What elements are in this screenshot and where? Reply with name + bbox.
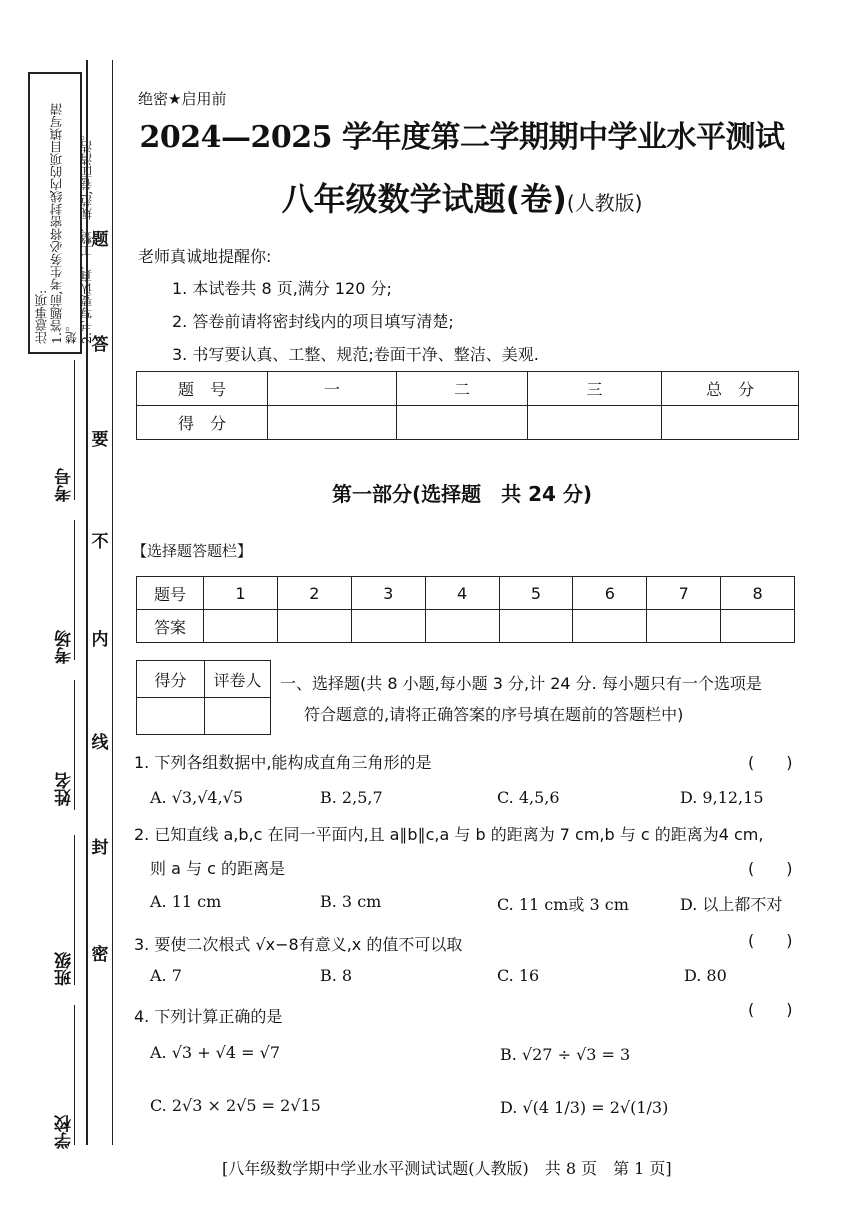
answer-cell[interactable] — [204, 610, 278, 643]
answer-paren[interactable]: ( ) — [748, 859, 793, 878]
seal-char: 内 — [91, 630, 109, 650]
score-cell[interactable] — [528, 406, 662, 440]
q1-option-d: D. 9,12,15 — [680, 788, 764, 807]
q1-option-b: B. 2,5,7 — [320, 788, 383, 807]
field-name-label: 姓名 — [55, 772, 75, 806]
notice-box — [28, 72, 94, 354]
seal-line-inner — [112, 60, 113, 1145]
confidential-mark: 绝密★启用前 — [138, 90, 227, 108]
section-line-1: 一、选择题(共 8 小题,每小题 3 分,计 24 分. 每小题只有一个选项是 — [280, 674, 762, 693]
field-exam-number-label: 考号 — [55, 468, 75, 502]
q4-option-b: B. √27 ÷ √3 = 3 — [500, 1045, 631, 1064]
score-table-header: 总 分 — [662, 372, 799, 406]
grader-reviewer-label: 评卷人 — [205, 661, 271, 698]
question-4-stem: 4. 下列计算正确的是 — [134, 1007, 283, 1026]
grader-score-cell[interactable] — [137, 698, 205, 735]
q2-option-c: C. 11 cm或 3 cm — [497, 895, 629, 914]
question-number: 1 — [204, 577, 278, 610]
seal-char: 要 — [91, 430, 109, 450]
field-class-line[interactable] — [74, 835, 75, 985]
answer-cell[interactable] — [499, 610, 573, 643]
question-1-stem: 1. 下列各组数据中,能构成直角三角形的是 — [134, 753, 432, 772]
seal-char: 题 — [91, 230, 109, 250]
score-cell[interactable] — [662, 406, 799, 440]
answer-row-label: 答案 — [137, 610, 204, 643]
answer-cell[interactable] — [721, 610, 795, 643]
q2-option-d: D. 以上都不对 — [680, 895, 783, 914]
page-footer: [八年级数学期中学业水平测试试题(人教版) 共 8 页 第 1 页] — [222, 1159, 672, 1178]
answer-cell[interactable] — [351, 610, 425, 643]
reminder-rule: 1. 本试卷共 8 页,满分 120 分; — [172, 279, 392, 298]
answer-bar-header: 题号 — [137, 577, 204, 610]
seal-char: 封 — [91, 838, 109, 858]
question-3-stem: 3. 要使二次根式 √x−8有意义,x 的值不可以取 — [134, 935, 463, 954]
notice-line-2: 2.书写要认真、工整、规范,卷面清洁。 — [79, 128, 94, 344]
grader-score-label: 得分 — [137, 661, 205, 698]
q2-option-a: A. 11 cm — [150, 892, 222, 911]
score-table-header: 三 — [528, 372, 662, 406]
exam-subtitle — [132, 174, 792, 220]
exam-title: 2024—2025 学年度第二学期期中学业水平测试 — [139, 120, 785, 155]
score-table-header: 一 — [268, 372, 397, 406]
reminder-heading: 老师真诚地提醒你: — [138, 247, 272, 266]
notice-line-1: 1.答题前,考生务必将密封线内的项目填写清楚。 — [49, 103, 79, 344]
notice-title: 注意事项: — [34, 289, 49, 344]
seal-char: 线 — [91, 733, 109, 753]
section-instructions — [280, 668, 800, 730]
q4-option-a: A. √3 + √4 = √7 — [150, 1043, 281, 1062]
question-number: 7 — [647, 577, 721, 610]
field-school-line[interactable] — [74, 1005, 75, 1145]
seal-line-outer — [86, 60, 88, 1145]
grader-reviewer-cell[interactable] — [205, 698, 271, 735]
answer-cell[interactable] — [277, 610, 351, 643]
answer-bar-table — [136, 576, 795, 643]
question-number: 4 — [425, 577, 499, 610]
field-exam-number-line[interactable] — [74, 360, 75, 500]
answer-paren[interactable]: ( ) — [748, 1000, 793, 1019]
seal-char: 密 — [91, 945, 109, 965]
question-2-stem: 2. 已知直线 a,b,c 在同一平面内,且 a∥b∥c,a 与 b 的距离为 7 cm,b 与 c 的距离为4 cm, — [134, 825, 764, 844]
q1-option-c: C. 4,5,6 — [497, 788, 560, 807]
field-name-line[interactable] — [74, 680, 75, 810]
q2-option-b: B. 3 cm — [320, 892, 382, 911]
score-table-header: 二 — [397, 372, 528, 406]
q1-option-a: A. √3,√4,√5 — [150, 788, 244, 807]
part-title: 第一部分(选择题 共 24 分) — [331, 482, 593, 506]
question-number: 3 — [351, 577, 425, 610]
question-2-stem-cont: 则 a 与 c 的距离是 — [150, 859, 285, 878]
field-school-label: 学校 — [55, 1115, 75, 1149]
score-cell[interactable] — [397, 406, 528, 440]
score-table — [136, 371, 799, 440]
q4-option-d: D. √(4 1/3) = 2√(1/3) — [500, 1098, 669, 1117]
answer-cell[interactable] — [425, 610, 499, 643]
question-number: 2 — [277, 577, 351, 610]
reminder-rule: 2. 答卷前请将密封线内的项目填写清楚; — [172, 312, 454, 331]
answer-cell[interactable] — [647, 610, 721, 643]
answer-paren[interactable]: ( ) — [748, 931, 793, 950]
edition-label: (人教版) — [566, 191, 643, 215]
q3-option-b: B. 8 — [320, 966, 353, 985]
grader-table — [136, 660, 271, 735]
question-number: 6 — [573, 577, 647, 610]
seal-char: 不 — [91, 532, 109, 552]
score-cell[interactable] — [268, 406, 397, 440]
score-row-label: 得 分 — [137, 406, 268, 440]
field-class-label: 班级 — [55, 952, 75, 986]
q4-option-c: C. 2√3 × 2√5 = 2√15 — [150, 1096, 321, 1115]
section-line-2: 符合题意的,请将正确答案的序号填在题前的答题栏中) — [304, 705, 684, 724]
question-number: 8 — [721, 577, 795, 610]
q3-option-a: A. 7 — [150, 966, 182, 985]
field-exam-room-label: 考场 — [55, 630, 75, 664]
q3-option-c: C. 16 — [497, 966, 540, 985]
seal-char: 答 — [91, 335, 109, 355]
score-table-header: 题 号 — [137, 372, 268, 406]
reminder-rule: 3. 书写要认真、工整、规范;卷面干净、整洁、美观. — [172, 345, 539, 364]
answer-bar-caption: 【选择题答题栏】 — [132, 542, 253, 560]
field-exam-room-line[interactable] — [74, 520, 75, 660]
subtitle-main: 八年级数学试题(卷) — [281, 180, 567, 218]
answer-cell[interactable] — [573, 610, 647, 643]
answer-paren[interactable]: ( ) — [748, 753, 793, 772]
q3-option-d: D. 80 — [684, 966, 727, 985]
question-number: 5 — [499, 577, 573, 610]
